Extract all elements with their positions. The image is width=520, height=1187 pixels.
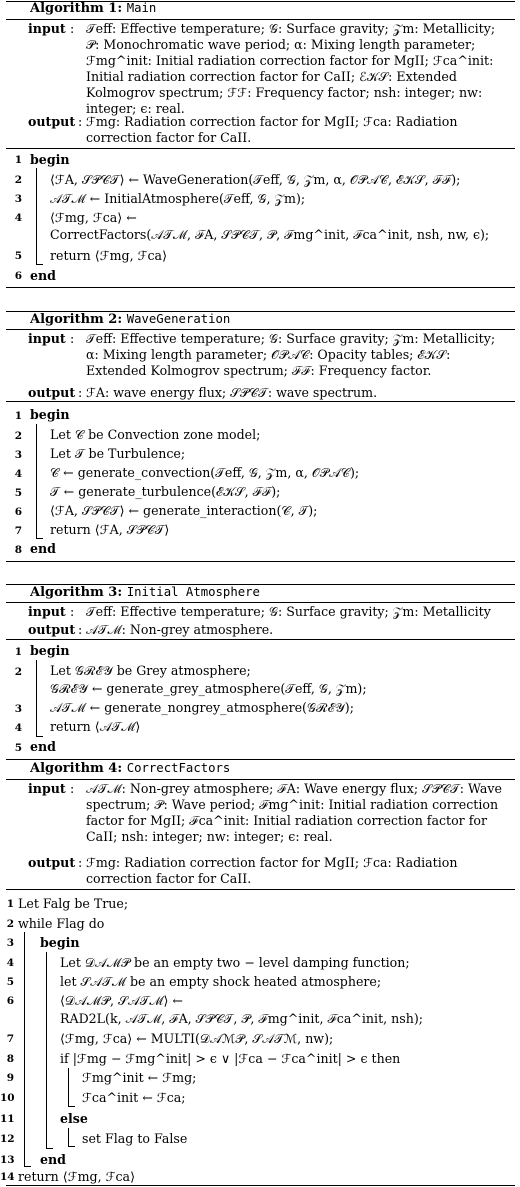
input-description: 𝒜𝒯ℳ: Non-grey atmosphere; ℱA: Wave energy flux; 𝒮𝒫𝒞𝒯: Wave spectrum; 𝒫: Wave period; ℱmg^init: Initial radiation correction factor for MgII; ℱca^init: Initial radiation correction factor for CaII; nsh: integer; nw: integer; ϵ: real. <box>86 781 502 844</box>
code-line: begin <box>30 152 70 167</box>
code-line: 𝒯 ← generate_turbulence(ℰ𝒦𝒮, ℱℱ); <box>50 484 281 499</box>
output-block: output : ℱmg: Radiation correction factor for MgII; ℱca: Radiation correction factor for CaII. <box>28 114 510 148</box>
output-block: output : ℱmg: Radiation correction factor for MgII; ℱca: Radiation correction factor for CaII. <box>28 855 510 889</box>
algorithm-initial-atmosphere: Algorithm 3: Initial Atmosphere input : 𝒯eff: Effective temperature; 𝒢: Surface gravity; 𝒵m: Metallicity output : 𝒜𝒯ℳ: Non-grey atmosphere. 1 begin 2 Let 𝒢ℛℰ𝒴 be Grey atmosphere; 𝒢ℛℰ𝒴 ← generate_grey_atmosphere(𝒯eff, 𝒢, 𝒵m); 3 𝒜𝒯ℳ ← generate_nongrey_atmosphere(𝒢ℛℰ𝒴); 4 return ⟨𝒜𝒯ℳ⟩ 5 end <box>0 0 520 760</box>
code-line: return ⟨ℱmg, ℱca⟩ <box>50 248 167 263</box>
input-keyword: input <box>28 331 66 346</box>
algorithm-label: Algorithm 2: <box>30 312 123 327</box>
algorithm-label: Algorithm 3: <box>30 585 123 600</box>
input-keyword: input <box>28 781 66 796</box>
output-keyword: output <box>28 385 76 400</box>
output-description: ℱmg: Radiation correction factor for MgII; ℱca: Radiation correction factor for CaII. <box>86 114 458 145</box>
code-line: end <box>40 1152 66 1167</box>
input-block: input : 𝒯eff: Effective temperature; 𝒢: Surface gravity; 𝒵m: Metallicity <box>28 604 510 622</box>
then-block-bar <box>68 1068 69 1106</box>
code-line: Let 𝒯 be Turbulence; <box>50 446 186 461</box>
code-line: begin <box>30 643 70 658</box>
output-keyword: output <box>28 114 76 129</box>
input-description: 𝒯eff: Effective temperature; 𝒢: Surface gravity; 𝒵m: Metallicity <box>86 604 491 619</box>
algorithm-name: Main <box>126 1 157 15</box>
input-block: input : 𝒯eff: Effective temperature; 𝒢: Surface gravity; 𝒵m: Metallicity; α: Mixing length parameter; 𝒪𝒫𝒜𝒞: Opacity tables; ℰ𝒦𝒮: Extended Kolmogrov spectrum; ℱℱ: Frequency factor. <box>28 331 510 383</box>
code-line: ⟨ℱmg, ℱca⟩ ← MULTI(𝒟𝒜ℳ𝒫, 𝒮𝒜𝒯ℳ, nw); <box>60 1031 334 1046</box>
code-line: ⟨ℱmg, ℱca⟩ ← <box>50 210 137 225</box>
algorithm-label: Algorithm 1: <box>30 1 123 16</box>
algorithm-name: Initial Atmosphere <box>126 585 260 599</box>
input-keyword: input <box>28 604 66 619</box>
input-keyword: input <box>28 21 66 36</box>
code-line: ⟨ℱA, 𝒮𝒫𝒞𝒯⟩ ← WaveGeneration(𝒯eff, 𝒢, 𝒵m, α, 𝒪𝒫𝒜𝒞, ℰ𝒦𝒮, ℱℱ); <box>50 172 461 187</box>
code-line: while Flag do <box>18 916 105 931</box>
code-line: ⟨𝒟𝒜ℳ𝒫, 𝒮𝒜𝒯ℳ⟩ ← <box>60 993 183 1008</box>
code-line: let 𝒮𝒜𝒯ℳ be an empty shock heated atmosphere; <box>60 974 382 989</box>
code-line: return ⟨ℱmg, ℱca⟩ <box>18 1169 135 1184</box>
code-line: ℱmg^init ← ℱmg; <box>82 1070 197 1085</box>
algorithm-name: CorrectFactors <box>126 761 231 775</box>
while-block-bar <box>24 932 25 1166</box>
code-line: begin <box>30 407 70 422</box>
code-line: 𝒜𝒯ℳ ← generate_nongrey_atmosphere(𝒢ℛℰ𝒴); <box>50 700 354 715</box>
code-line: ℱca^init ← ℱca; <box>82 1090 186 1105</box>
output-description: ℱmg: Radiation correction factor for MgII; ℱca: Radiation correction factor for CaII. <box>86 855 458 886</box>
code-line: Let 𝒞 be Convection zone model; <box>50 427 261 442</box>
input-block: input : 𝒜𝒯ℳ: Non-grey atmosphere; ℱA: Wave energy flux; 𝒮𝒫𝒞𝒯: Wave spectrum; 𝒫: Wave period; ℱmg^init: Initial radiation correction factor for MgII; ℱca^init: Initial radiation correction factor for CaII; nsh: integer; nw: integer; ϵ: real. <box>28 781 510 849</box>
io-rule <box>6 889 515 890</box>
code-line: end <box>30 541 56 556</box>
code-line: end <box>30 739 56 754</box>
code-line: Let 𝒟𝒜ℳ𝒫 be an empty two − level damping function; <box>60 955 410 970</box>
input-description: 𝒯eff: Effective temperature; 𝒢: Surface gravity; 𝒵m: Metallicity; 𝒫: Monochromatic wave period; α: Mixing length parameter; ℱmg^init: Initial radiation correction factor for MgII; ℱca^init: Initial radiation correction factor for CaII; ℰ𝒦𝒮: Extended Kolmogrov spectrum; ℱℱ: Frequency factor; nsh: integer; nw: integer; ϵ: real. <box>86 21 496 116</box>
algorithm-title <box>30 761 230 776</box>
output-block: output : 𝒜𝒯ℳ: Non-grey atmosphere. <box>28 622 510 640</box>
code-line: RAD2L(k, 𝒜𝒯ℳ, ℱA, 𝒮𝒫𝒞𝒯, 𝒫, ℱmg^init, ℱca^init, nsh); <box>60 1011 423 1026</box>
input-description: 𝒯eff: Effective temperature; 𝒢: Surface gravity; 𝒵m: Metallicity; α: Mixing length parameter; 𝒪𝒫𝒜𝒞: Opacity tables; ℰ𝒦𝒮: Extended Kolmogrov spectrum; ℱℱ: Frequency factor. <box>86 331 496 378</box>
algorithm-correctfactors: Algorithm 4: CorrectFactors input : 𝒜𝒯ℳ: Non-grey atmosphere; ℱA: Wave energy flux; 𝒮𝒫𝒞𝒯: Wave spectrum; 𝒫: Wave period; ℱmg^init: Initial radiation correction factor for MgII; ℱca^init: Initial radiation correction factor for CaII; nsh: integer; nw: integer; ϵ: real. output : ℱmg: Radiation correction factor for MgII; ℱca: Radiation correction factor for CaII. 1 Let Falg be True; 2 while Flag do 3 begin 4 Let 𝒟𝒜ℳ𝒫 be an empty two − level damping function; 5 let 𝒮𝒜𝒯ℳ be an empty shock heated atmosphere; 6 ⟨𝒟𝒜ℳ𝒫, 𝒮𝒜𝒯ℳ⟩ ← RAD2L(k, 𝒜𝒯ℳ, ℱA, 𝒮𝒫𝒞𝒯, 𝒫, ℱmg^init, ℱca^init, nsh); 7 ⟨ℱmg, ℱca⟩ ← MULTI(𝒟𝒜ℳ𝒫, 𝒮𝒜𝒯ℳ, nw); 8 if |ℱmg − ℱmg^init| > ϵ ∨ |ℱca − ℱca^init| > ϵ then 9 ℱmg^init ← ℱmg; 10 ℱca^init ← ℱca; 11 else 12 set Flag to False 13 end 14 return ⟨ℱmg, ℱca⟩ <box>0 0 520 1187</box>
output-keyword: output <box>28 622 76 637</box>
output-description: 𝒜𝒯ℳ: Non-grey atmosphere. <box>86 622 274 637</box>
code-line: CorrectFactors(𝒜𝒯ℳ, ℱA, 𝒮𝒫𝒞𝒯, 𝒫, ℱmg^init, ℱca^init, nsh, nw, ϵ); <box>50 227 490 242</box>
output-keyword: output <box>28 855 76 870</box>
code-line: else <box>60 1111 88 1126</box>
algorithm-name: WaveGeneration <box>126 312 231 326</box>
code-line: end <box>30 268 56 283</box>
code-line: 𝒜𝒯ℳ ← InitialAtmosphere(𝒯eff, 𝒢, 𝒵m); <box>50 191 306 206</box>
input-block: input : 𝒯eff: Effective temperature; 𝒢: Surface gravity; 𝒵m: Metallicity; 𝒫: Monochromatic wave period; α: Mixing length parameter; ℱmg^init: Initial radiation correction factor for MgII; ℱca^init: Initial radiation correction factor for CaII; ℰ𝒦𝒮: Extended Kolmogrov spectrum; ℱℱ: Frequency factor; nsh: integer; nw: integer; ϵ: real. <box>28 21 510 89</box>
algorithm-wavegeneration: Algorithm 2: WaveGeneration input : 𝒯eff: Effective temperature; 𝒢: Surface gravity; 𝒵m: Metallicity; α: Mixing length parameter; 𝒪𝒫𝒜𝒞: Opacity tables; ℰ𝒦𝒮: Extended Kolmogrov spectrum; ℱℱ: Frequency factor. output : ℱA: wave energy flux; 𝒮𝒫𝒞𝒯: wave spectrum. 1 begin 2 Let 𝒞 be Convection zone model; 3 Let 𝒯 be Turbulence; 4 𝒞 ← generate_convection(𝒯eff, 𝒢, 𝒵m, α, 𝒪𝒫𝒜𝒞); 5 𝒯 ← generate_turbulence(ℰ𝒦𝒮, ℱℱ); 6 ⟨ℱA, 𝒮𝒫𝒞𝒯⟩ ← generate_interaction(𝒞, 𝒯); 7 return ⟨ℱA, 𝒮𝒫𝒞𝒯⟩ 8 end <box>0 0 520 560</box>
title-rule <box>6 779 515 780</box>
code-line: Let 𝒢ℛℰ𝒴 be Grey atmosphere; <box>50 663 251 678</box>
code-line: begin <box>40 935 80 950</box>
algorithm-main: Algorithm 1: Main input : 𝒯eff: Effective temperature; 𝒢: Surface gravity; 𝒵m: Metallicity; 𝒫: Monochromatic wave period; α: Mixing length parameter; ℱmg^init: Initial radiation correction factor for MgII; ℱca^init: Initial radiation correction factor for CaII; ℰ𝒦𝒮: Extended Kolmogrov spectrum; ℱℱ: Frequency factor; nsh: integer; nw: integer; ϵ: real. output : ℱmg: Radiation correction factor for MgII; ℱca: Radiation correction factor for CaII. 1 begin 2 ⟨ℱA, 𝒮𝒫𝒞𝒯⟩ ← WaveGeneration(𝒯eff, 𝒢, 𝒵m, α, 𝒪𝒫𝒜𝒞, ℰ𝒦𝒮, ℱℱ); 3 𝒜𝒯ℳ ← InitialAtmosphere(𝒯eff, 𝒢, 𝒵m); 4 ⟨ℱmg, ℱca⟩ ← CorrectFactors(𝒜𝒯ℳ, ℱA, 𝒮𝒫𝒞𝒯, 𝒫, ℱmg^init, ℱca^init, nsh, nw, ϵ); 5 return ⟨ℱmg, ℱca⟩ 6 end <box>0 0 520 286</box>
begin-block-bar <box>46 952 47 1148</box>
code-line: return ⟨𝒜𝒯ℳ⟩ <box>50 719 141 734</box>
output-description: ℱA: wave energy flux; 𝒮𝒫𝒞𝒯: wave spectrum. <box>86 385 378 400</box>
code-line: Let Falg be True; <box>18 896 129 911</box>
else-block-bar <box>68 1128 69 1146</box>
code-line: set Flag to False <box>82 1131 188 1146</box>
bottom-rule <box>6 1185 515 1186</box>
output-block: output : ℱA: wave energy flux; 𝒮𝒫𝒞𝒯: wave spectrum. <box>28 385 510 403</box>
code-line: if |ℱmg − ℱmg^init| > ϵ ∨ |ℱca − ℱca^init| > ϵ then <box>60 1051 401 1066</box>
code-line: 𝒢ℛℰ𝒴 ← generate_grey_atmosphere(𝒯eff, 𝒢, 𝒵m); <box>50 681 367 696</box>
code-line: 𝒞 ← generate_convection(𝒯eff, 𝒢, 𝒵m, α, 𝒪𝒫𝒜𝒞); <box>50 465 360 480</box>
code-line: ⟨ℱA, 𝒮𝒫𝒞𝒯⟩ ← generate_interaction(𝒞, 𝒯); <box>50 503 318 518</box>
algorithm-label: Algorithm 4: <box>30 761 123 776</box>
code-line: return ⟨ℱA, 𝒮𝒫𝒞𝒯⟩ <box>50 522 170 537</box>
